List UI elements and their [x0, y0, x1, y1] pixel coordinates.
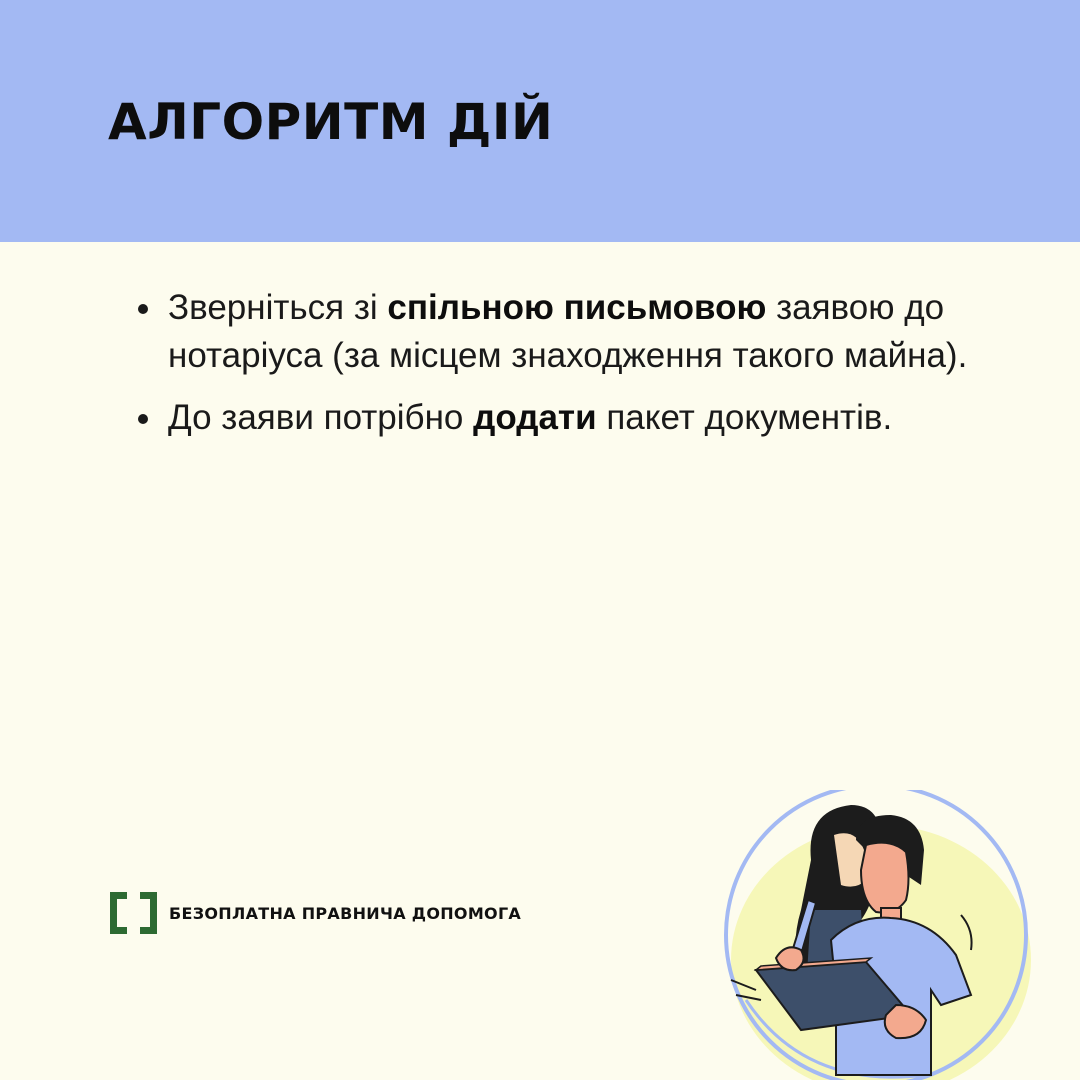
header-banner: [0, 0, 1080, 242]
bullet-2-text-after: пакет документів.: [596, 398, 893, 437]
bullet-item-2: [138, 394, 968, 442]
page-title: АЛГОРИТМ ДІЙ: [108, 93, 554, 151]
bullet-2-text-before: До заяви потрібно: [168, 398, 474, 437]
bracket-left-icon: [110, 892, 127, 934]
bullet-1-text-after: заявою до нотаріуса (за місцем знаходження такого майна).: [168, 288, 968, 375]
bullet-list: [138, 284, 968, 456]
bullet-dot-icon: [138, 414, 148, 424]
people-writing-illustration: [716, 790, 1046, 1080]
bullet-2-text-bold: додати: [473, 398, 597, 437]
logo-text: БЕЗОПЛАТНА ПРАВНИЧА ДОПОМОГА: [169, 903, 522, 923]
bullet-item-1: [138, 284, 968, 380]
bracket-right-icon: [140, 892, 157, 934]
bullet-1-text-bold: спільною письмовою: [387, 288, 767, 327]
organization-logo: [110, 892, 521, 934]
bullet-dot-icon: [138, 304, 148, 314]
bullet-1-text-before: Зверніться зі: [168, 288, 388, 327]
